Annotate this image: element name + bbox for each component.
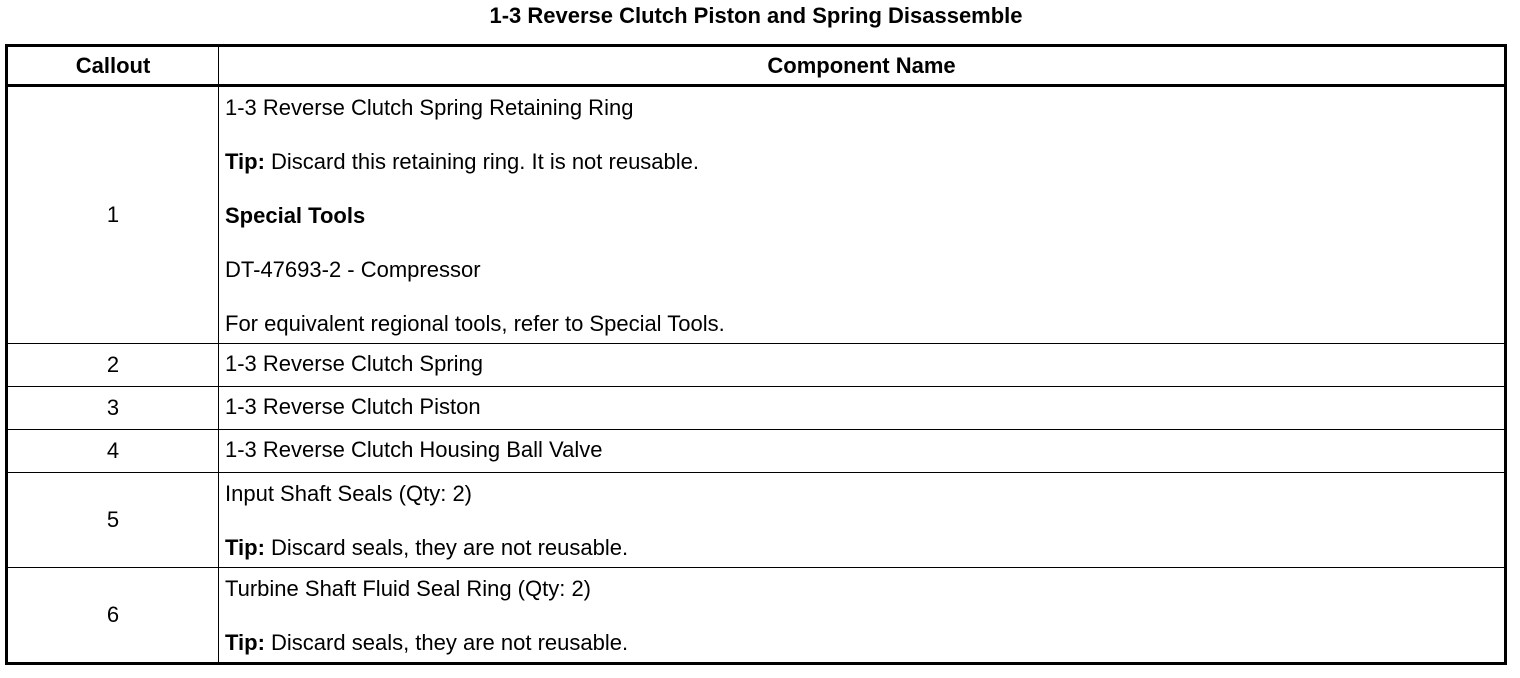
component-name: 1-3 Reverse Clutch Spring Retaining Ring bbox=[225, 95, 634, 120]
table-row bbox=[7, 344, 1506, 387]
callout-cell: 3 bbox=[7, 387, 219, 430]
table-row bbox=[7, 86, 1506, 344]
table-row bbox=[7, 473, 1506, 568]
tip-text: Discard seals, they are not reusable. bbox=[264, 535, 629, 560]
component-name: 1-3 Reverse Clutch Piston bbox=[219, 387, 1506, 430]
table-row bbox=[7, 430, 1506, 473]
tip-label: Tip: bbox=[225, 630, 265, 655]
tip-note bbox=[225, 149, 1504, 175]
component-cell bbox=[219, 568, 1506, 664]
component-cell bbox=[219, 86, 1506, 344]
header-callout: Callout bbox=[7, 46, 219, 86]
table-row bbox=[7, 387, 1506, 430]
regional-tools-note: For equivalent regional tools, refer to Special Tools. bbox=[225, 311, 725, 336]
document-title: 1-3 Reverse Clutch Piston and Spring Disassemble bbox=[489, 3, 1023, 28]
callout-cell: 2 bbox=[7, 344, 219, 387]
tip-label: Tip: bbox=[225, 535, 265, 560]
component-name: Input Shaft Seals (Qty: 2) bbox=[225, 481, 473, 506]
tip-text: Discard seals, they are not reusable. bbox=[264, 630, 629, 655]
component-cell bbox=[219, 473, 1506, 568]
table-header-row bbox=[7, 46, 1506, 86]
callout-cell: 1 bbox=[7, 86, 219, 344]
components-table bbox=[5, 44, 1507, 665]
special-tool-item: DT-47693-2 - Compressor bbox=[225, 257, 481, 282]
tip-text: Discard this retaining ring. It is not reusable. bbox=[264, 149, 700, 174]
special-tools-heading: Special Tools bbox=[225, 203, 366, 228]
tip-note bbox=[225, 630, 1504, 656]
component-name: 1-3 Reverse Clutch Housing Ball Valve bbox=[219, 430, 1506, 473]
component-name: 1-3 Reverse Clutch Spring bbox=[219, 344, 1506, 387]
tip-note bbox=[225, 535, 1504, 561]
table-row bbox=[7, 568, 1506, 664]
callout-cell: 5 bbox=[7, 473, 219, 568]
tip-label: Tip: bbox=[225, 149, 265, 174]
header-component-name: Component Name bbox=[219, 46, 1506, 86]
callout-cell: 6 bbox=[7, 568, 219, 664]
component-name: Turbine Shaft Fluid Seal Ring (Qty: 2) bbox=[225, 576, 592, 601]
callout-cell: 4 bbox=[7, 430, 219, 473]
